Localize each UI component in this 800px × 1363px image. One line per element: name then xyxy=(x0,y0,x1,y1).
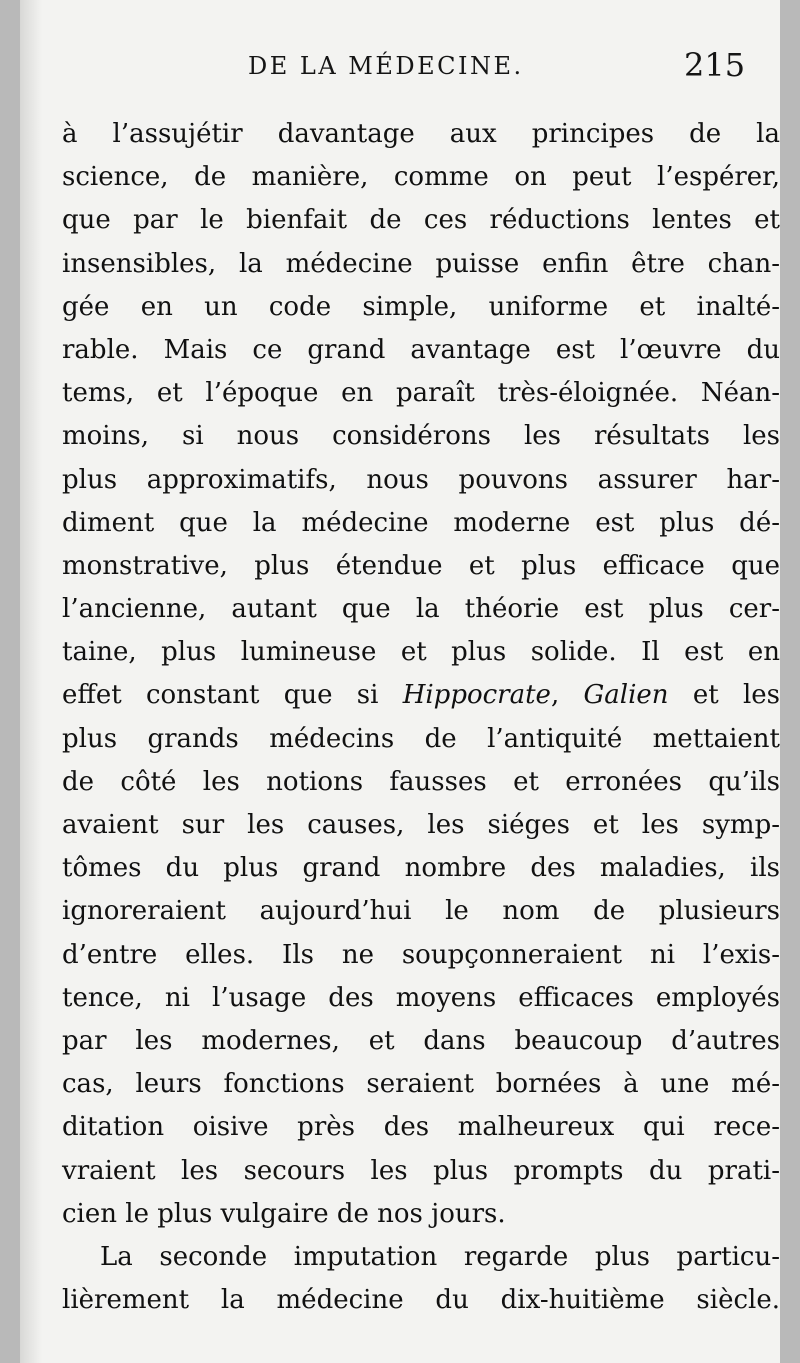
text-line: moins, si nous considérons les résultats les xyxy=(62,421,780,452)
name-hippocrate: Hippocrate xyxy=(402,680,551,711)
text-line: par les modernes, et dans beaucoup d’autres xyxy=(62,1025,780,1056)
book-page xyxy=(20,0,780,1363)
text-line-with-names xyxy=(62,674,780,717)
text-line: l’ancienne, autant que la théorie est plus cer- xyxy=(62,594,780,625)
text-line: diment que la médecine moderne est plus dé- xyxy=(62,507,780,538)
text-fragment: et les xyxy=(668,680,780,711)
text-line: plus approximatifs, nous pouvons assurer har- xyxy=(62,464,780,495)
text-line: insensibles, la médecine puisse enfin être chan- xyxy=(62,248,780,279)
text-line: tômes du plus grand nombre des maladies, ils xyxy=(62,853,780,884)
text-line: à l’assujétir davantage aux principes de la xyxy=(62,119,780,149)
text-line: d’entre elles. Ils ne soupçonneraient ni l’exis- xyxy=(62,939,780,970)
body-text xyxy=(62,113,780,1322)
text-line: ditation oisive près des malheureux qui rece- xyxy=(62,1112,780,1143)
text-line: lièrement la médecine du dix-huitième siècle. xyxy=(62,1285,780,1316)
text-line: de côté les notions fausses et erronées qu’ils xyxy=(62,766,780,797)
name-galien: Galien xyxy=(583,680,669,711)
text-line: tems, et l’époque en paraît très-éloignée. Néan- xyxy=(62,378,780,409)
text-line: vraient les secours les plus prompts du prati- xyxy=(62,1155,780,1186)
text-line: ignoreraient aujourd’hui le nom de plusieurs xyxy=(62,896,780,927)
text-line: rable. Mais ce grand avantage est l’œuvre du xyxy=(62,334,780,365)
text-line: monstrative, plus étendue et plus efficace que xyxy=(62,550,780,581)
page-number: 215 xyxy=(684,46,746,84)
text-line: que par le bienfait de ces réductions lentes et xyxy=(62,205,780,236)
text-line: cien le plus vulgaire de nos jours. xyxy=(62,1198,506,1229)
running-head: DE LA MÉDECINE. xyxy=(248,52,524,80)
text-line: gée en un code simple, uniforme et inalté- xyxy=(62,291,780,322)
text-line: avaient sur les causes, les siéges et les symp- xyxy=(62,810,780,840)
text-line: La seconde imputation regarde plus particu- xyxy=(100,1241,780,1272)
text-line: science, de manière, comme on peut l’espérer, xyxy=(62,162,780,193)
text-line: cas, leurs fonctions seraient bornées à une mé- xyxy=(62,1069,780,1100)
text-line: taine, plus lumineuse et plus solide. Il est en xyxy=(62,637,780,668)
text-fragment: effet constant que si xyxy=(62,680,403,711)
page-gutter-shadow xyxy=(20,0,42,1363)
text-line: tence, ni l’usage des moyens efficaces employés xyxy=(62,982,780,1013)
text-fragment: , xyxy=(550,680,584,711)
text-line: plus grands médecins de l’antiquité mettaient xyxy=(62,723,780,754)
